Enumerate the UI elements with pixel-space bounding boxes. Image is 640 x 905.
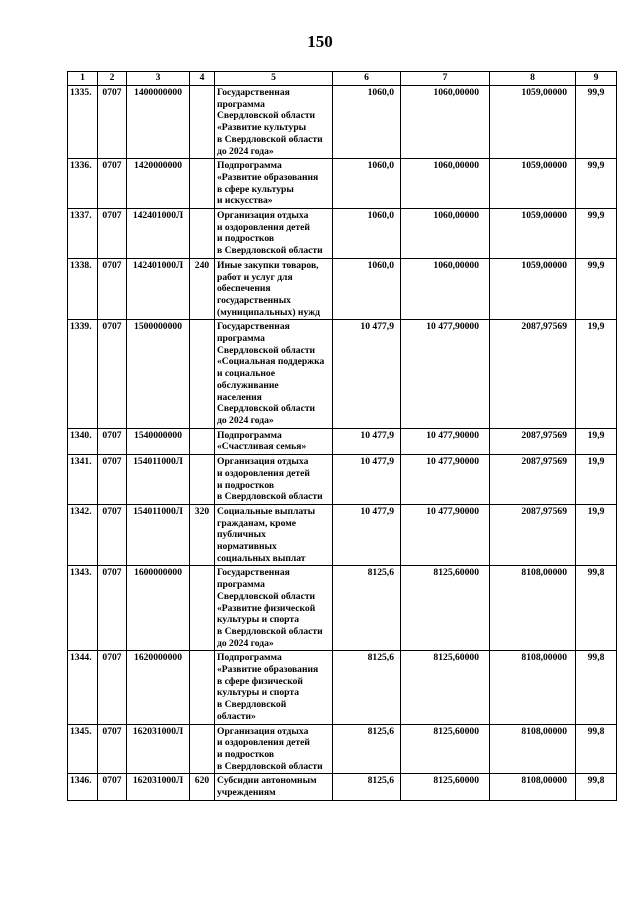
approved-amount-cell: 8125,6: [333, 774, 401, 800]
target-code-cell: 1500000000: [127, 320, 190, 428]
column-header: 1: [68, 72, 98, 86]
name-cell: Подпрограмма «Развитие образования в сфере физической культуры и спорта в Свердловской области»: [215, 651, 333, 724]
target-code-cell: 1400000000: [127, 86, 190, 159]
target-code-cell: 1420000000: [127, 159, 190, 209]
expense-type-cell: [190, 428, 215, 454]
name-cell: Организация отдыха и оздоровления детей и подростков в Свердловской области: [215, 209, 333, 259]
plan-amount-cell: 10 477,90000: [401, 320, 490, 428]
plan-amount-cell: 10 477,90000: [401, 428, 490, 454]
expense-type-cell: [190, 159, 215, 209]
approved-amount-cell: 8125,6: [333, 724, 401, 774]
plan-amount-cell: 10 477,90000: [401, 504, 490, 566]
plan-amount-cell: 1060,00000: [401, 86, 490, 159]
row-number-cell: 1343.: [68, 566, 98, 651]
expense-type-cell: [190, 455, 215, 505]
target-code-cell: 1540000000: [127, 428, 190, 454]
name-cell: Государственная программа Свердловской области «Развитие физической культуры и спорта в Свердловской области до 2024 года»: [215, 566, 333, 651]
plan-amount-cell: 8125,60000: [401, 724, 490, 774]
table-row: [68, 159, 617, 209]
executed-amount-cell: 1059,00000: [490, 209, 576, 259]
expense-type-cell: 320: [190, 504, 215, 566]
section-code-cell: 0707: [98, 724, 127, 774]
row-number-cell: 1344.: [68, 651, 98, 724]
expense-type-cell: 620: [190, 774, 215, 800]
section-code-cell: 0707: [98, 86, 127, 159]
section-code-cell: 0707: [98, 651, 127, 724]
column-header: 5: [215, 72, 333, 86]
column-header: 6: [333, 72, 401, 86]
executed-amount-cell: 2087,97569: [490, 455, 576, 505]
name-cell: Государственная программа Свердловской области «Развитие культуры в Свердловской области до 2024 года»: [215, 86, 333, 159]
row-number-cell: 1346.: [68, 774, 98, 800]
percent-cell: 99,9: [576, 209, 617, 259]
page-number: 150: [307, 32, 333, 51]
approved-amount-cell: 1060,0: [333, 258, 401, 320]
table-row: [68, 428, 617, 454]
name-cell: Субсидии автономным учреждениям: [215, 774, 333, 800]
row-number-cell: 1341.: [68, 455, 98, 505]
table-row: [68, 209, 617, 259]
row-number-cell: 1345.: [68, 724, 98, 774]
section-code-cell: 0707: [98, 428, 127, 454]
percent-cell: 99,8: [576, 724, 617, 774]
name-cell: Иные закупки товаров, работ и услуг для обеспечения государственных (муниципальных) нужд: [215, 258, 333, 320]
approved-amount-cell: 10 477,9: [333, 504, 401, 566]
row-number-cell: 1338.: [68, 258, 98, 320]
table-row: [68, 455, 617, 505]
name-cell: Организация отдыха и оздоровления детей и подростков в Свердловской области: [215, 724, 333, 774]
name-cell: Социальные выплаты гражданам, кроме публичных нормативных социальных выплат: [215, 504, 333, 566]
section-code-cell: 0707: [98, 774, 127, 800]
table-row: [68, 651, 617, 724]
executed-amount-cell: 2087,97569: [490, 428, 576, 454]
column-header: 3: [127, 72, 190, 86]
percent-cell: 19,9: [576, 428, 617, 454]
table-body: [68, 86, 617, 801]
column-header: 4: [190, 72, 215, 86]
row-number-cell: 1337.: [68, 209, 98, 259]
expense-type-cell: [190, 86, 215, 159]
executed-amount-cell: 2087,97569: [490, 320, 576, 428]
percent-cell: 19,9: [576, 320, 617, 428]
table-row: [68, 724, 617, 774]
percent-cell: 99,8: [576, 651, 617, 724]
target-code-cell: 154011000Л: [127, 455, 190, 505]
row-number-cell: 1335.: [68, 86, 98, 159]
section-code-cell: 0707: [98, 320, 127, 428]
section-code-cell: 0707: [98, 566, 127, 651]
name-cell: Организация отдыха и оздоровления детей и подростков в Свердловской области: [215, 455, 333, 505]
executed-amount-cell: 8108,00000: [490, 566, 576, 651]
plan-amount-cell: 1060,00000: [401, 258, 490, 320]
row-number-cell: 1340.: [68, 428, 98, 454]
header-row: [68, 72, 617, 86]
percent-cell: 99,9: [576, 86, 617, 159]
row-number-cell: 1342.: [68, 504, 98, 566]
approved-amount-cell: 1060,0: [333, 209, 401, 259]
plan-amount-cell: 1060,00000: [401, 159, 490, 209]
budget-table: [67, 71, 617, 801]
column-header: 7: [401, 72, 490, 86]
section-code-cell: 0707: [98, 504, 127, 566]
target-code-cell: 1600000000: [127, 566, 190, 651]
approved-amount-cell: 10 477,9: [333, 455, 401, 505]
row-number-cell: 1339.: [68, 320, 98, 428]
name-cell: Подпрограмма «Развитие образования в сфере культуры и искусства»: [215, 159, 333, 209]
table-row: [68, 86, 617, 159]
column-header: 8: [490, 72, 576, 86]
percent-cell: 19,9: [576, 504, 617, 566]
table-row: [68, 504, 617, 566]
expense-type-cell: [190, 209, 215, 259]
section-code-cell: 0707: [98, 455, 127, 505]
executed-amount-cell: 8108,00000: [490, 651, 576, 724]
expense-type-cell: [190, 724, 215, 774]
name-cell: Подпрограмма «Счастливая семья»: [215, 428, 333, 454]
target-code-cell: 162031000Л: [127, 774, 190, 800]
target-code-cell: 142401000Л: [127, 209, 190, 259]
table-row: [68, 566, 617, 651]
plan-amount-cell: 1060,00000: [401, 209, 490, 259]
percent-cell: 99,8: [576, 566, 617, 651]
approved-amount-cell: 10 477,9: [333, 428, 401, 454]
executed-amount-cell: 8108,00000: [490, 724, 576, 774]
approved-amount-cell: 1060,0: [333, 86, 401, 159]
section-code-cell: 0707: [98, 209, 127, 259]
approved-amount-cell: 8125,6: [333, 566, 401, 651]
expense-type-cell: [190, 651, 215, 724]
name-cell: Государственная программа Свердловской области «Социальная поддержка и социальное обслуживание населения Свердловской области до 2024 года»: [215, 320, 333, 428]
percent-cell: 99,9: [576, 159, 617, 209]
approved-amount-cell: 10 477,9: [333, 320, 401, 428]
section-code-cell: 0707: [98, 159, 127, 209]
target-code-cell: 162031000Л: [127, 724, 190, 774]
approved-amount-cell: 8125,6: [333, 651, 401, 724]
percent-cell: 99,8: [576, 774, 617, 800]
plan-amount-cell: 8125,60000: [401, 566, 490, 651]
percent-cell: 19,9: [576, 455, 617, 505]
target-code-cell: 142401000Л: [127, 258, 190, 320]
executed-amount-cell: 8108,00000: [490, 774, 576, 800]
plan-amount-cell: 10 477,90000: [401, 455, 490, 505]
section-code-cell: 0707: [98, 258, 127, 320]
executed-amount-cell: 1059,00000: [490, 258, 576, 320]
percent-cell: 99,9: [576, 258, 617, 320]
executed-amount-cell: 1059,00000: [490, 86, 576, 159]
approved-amount-cell: 1060,0: [333, 159, 401, 209]
expense-type-cell: [190, 566, 215, 651]
row-number-cell: 1336.: [68, 159, 98, 209]
table-row: [68, 258, 617, 320]
expense-type-cell: [190, 320, 215, 428]
plan-amount-cell: 8125,60000: [401, 774, 490, 800]
plan-amount-cell: 8125,60000: [401, 651, 490, 724]
table-row: [68, 774, 617, 800]
target-code-cell: 1620000000: [127, 651, 190, 724]
column-header: 2: [98, 72, 127, 86]
table-row: [68, 320, 617, 428]
expense-type-cell: 240: [190, 258, 215, 320]
target-code-cell: 154011000Л: [127, 504, 190, 566]
executed-amount-cell: 1059,00000: [490, 159, 576, 209]
executed-amount-cell: 2087,97569: [490, 504, 576, 566]
column-header: 9: [576, 72, 617, 86]
